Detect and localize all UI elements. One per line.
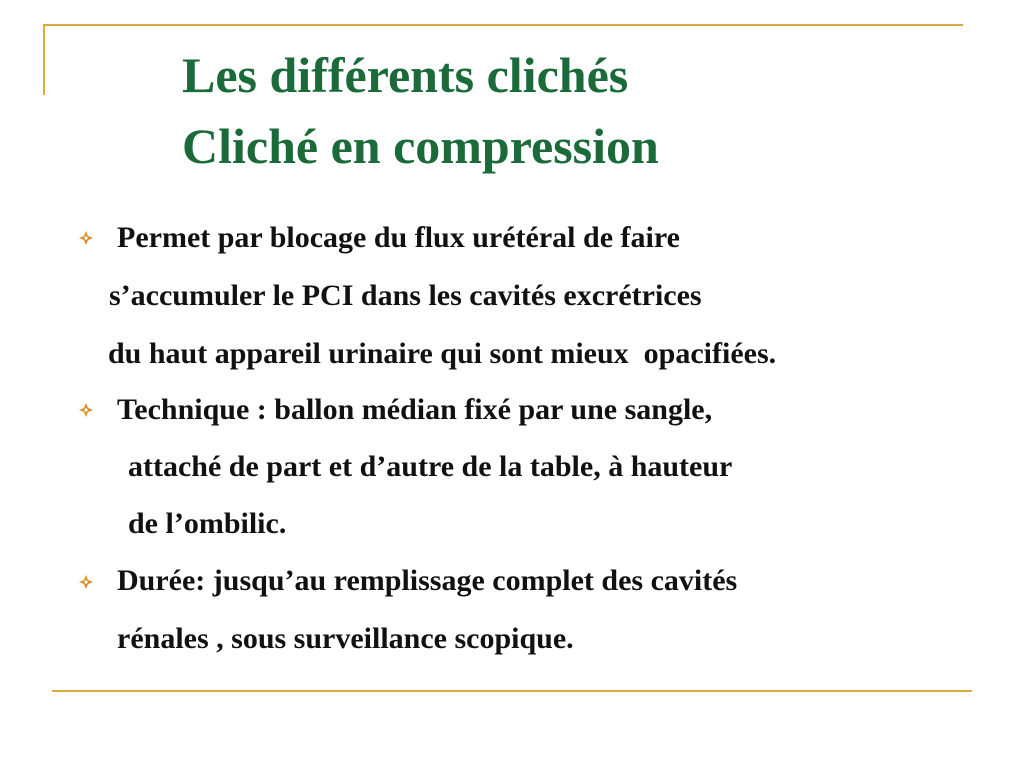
diamond-bullet-icon — [79, 403, 93, 417]
left-rule — [43, 24, 45, 95]
diamond-bullet-icon — [79, 231, 93, 245]
bullet-3-line-1: Durée: jusqu’au remplissage complet des cavités — [117, 564, 738, 597]
bullet-1-line-3: du haut appareil urinaire qui sont mieux opacifiées. — [108, 337, 777, 370]
slide-title-line-1: Les différents clichés — [182, 47, 629, 103]
slide-title-line-2: Cliché en compression — [182, 118, 659, 174]
bullet-3-line-2: rénales , sous surveillance scopique. — [117, 622, 574, 655]
bullet-1-line-1: Permet par blocage du flux urétéral de faire — [117, 221, 680, 254]
bullet-2-line-1: Technique : ballon médian fixé par une sangle, — [117, 393, 713, 426]
top-rule — [43, 24, 963, 26]
bottom-rule — [52, 690, 972, 692]
bullet-1-line-2: s’accumuler le PCI dans les cavités excrétrices — [109, 279, 702, 312]
bullet-2-line-3: de l’ombilic. — [128, 507, 287, 540]
diamond-bullet-icon — [79, 575, 93, 589]
bullet-2-line-2: attaché de part et d’autre de la table, à hauteur — [128, 450, 733, 483]
